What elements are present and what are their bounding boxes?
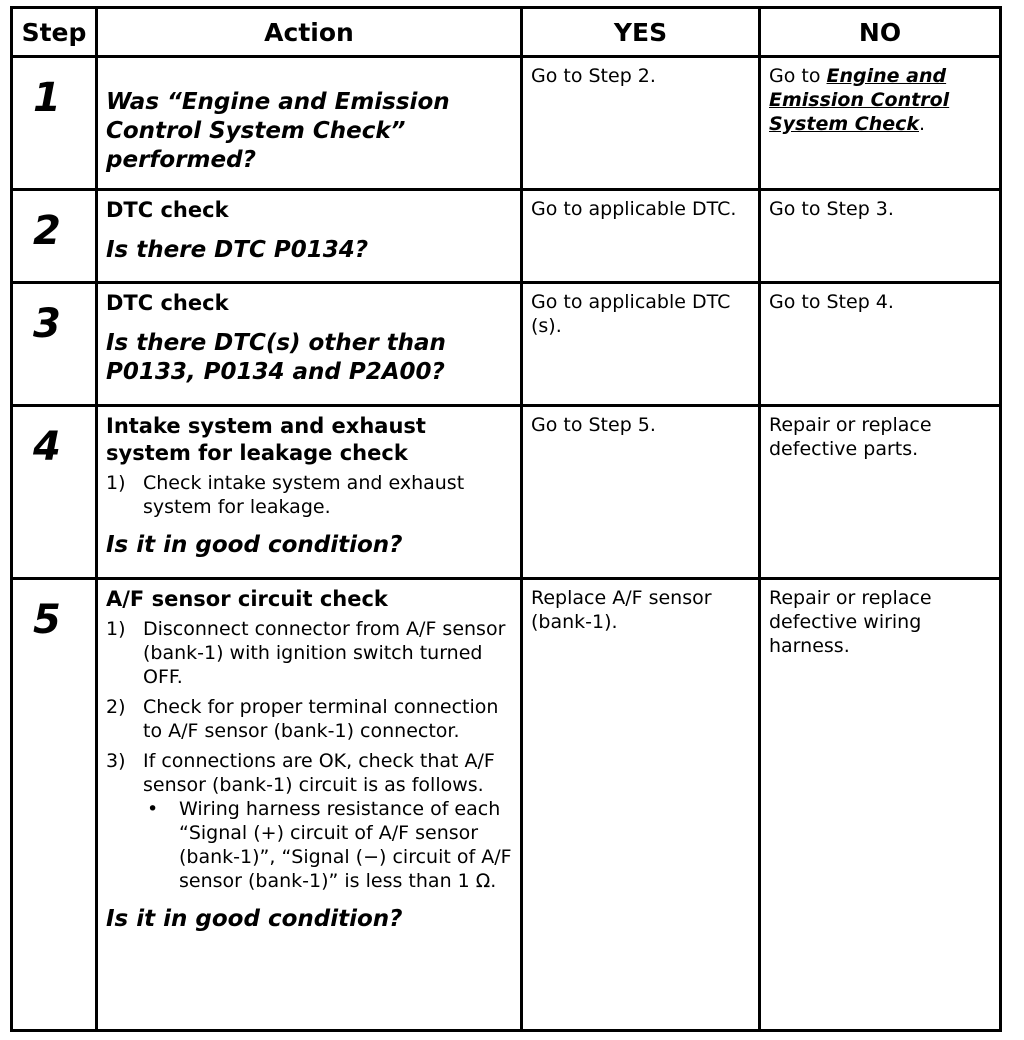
yes-cell: Go to Step 5. [522,406,760,579]
yes-cell: Replace A/F sensor (bank-1). [522,579,760,1031]
step-question: Is it in good condition? [106,906,403,932]
header-yes: YES [522,8,760,57]
yes-cell: Go to Step 2. [522,57,760,190]
no-cell: Go to Step 3. [760,190,1001,283]
substep-item [106,617,512,689]
step-title: Intake system and exhaust system for leakage check [106,414,426,465]
substep-number: 1) [106,472,126,494]
substep-text: Disconnect connector from A/F sensor (bank-1) with ignition switch turned OFF. [143,618,506,688]
no-prefix: Go to [769,65,827,87]
no-cell: Go to Step 4. [760,283,1001,406]
step-number: 5 [12,579,97,1031]
header-step: Step [12,8,97,57]
no-cell [760,57,1001,190]
substep-number: 1) [106,618,126,640]
table-row [12,406,1001,579]
substep-list [106,471,512,519]
step-title: DTC check [106,291,229,315]
header-row [12,8,1001,57]
action-cell [97,406,522,579]
step-question: Is there DTC(s) other than P0133, P0134 and P2A00? [106,330,446,385]
substep-item [106,695,512,743]
step-question: Was “Engine and Emission Control System Check” performed? [106,89,450,173]
no-cell: Repair or replace defective wiring harness. [760,579,1001,1031]
step-number: 4 [12,406,97,579]
table-row [12,283,1001,406]
bullet-list [143,797,512,893]
table-row [12,579,1001,1031]
step-question: Is it in good condition? [106,532,403,558]
yes-cell: Go to applicable DTC. [522,190,760,283]
substep-list [106,617,512,893]
substep-number: 3) [106,750,126,772]
step-title: A/F sensor circuit check [106,587,388,611]
action-cell [97,579,522,1031]
header-no: NO [760,8,1001,57]
substep-number: 2) [106,696,126,718]
substep-item [106,471,512,519]
action-cell [97,190,522,283]
header-action: Action [97,8,522,57]
bullet-text: Wiring harness resistance of each “Signal (+) circuit of A/F sensor (bank-1)”, “Signal (−) circuit of A/F sensor (bank-1)” is less than 1 Ω. [179,798,512,892]
step-number: 2 [12,190,97,283]
table-row [12,57,1001,190]
engine-emission-check-link[interactable]: Engine and Emission Control System Check [769,65,950,135]
yes-cell: Go to applicable DTC (s). [522,283,760,406]
table-row [12,190,1001,283]
step-question: Is there DTC P0134? [106,237,369,263]
substep-item [106,749,512,893]
substep-text: Check for proper terminal connection to A/F sensor (bank-1) connector. [143,696,499,742]
troubleshooting-page [10,6,1002,1032]
no-cell: Repair or replace defective parts. [760,406,1001,579]
action-cell [97,283,522,406]
substep-text: If connections are OK, check that A/F sensor (bank-1) circuit is as follows. [143,750,495,796]
bullet-item [143,797,512,893]
no-suffix: . [919,113,926,135]
step-number: 1 [12,57,97,190]
step-title: DTC check [106,198,229,222]
bullet-mark: • [147,798,159,820]
action-cell [97,57,522,190]
step-number: 3 [12,283,97,406]
substep-text: Check intake system and exhaust system for leakage. [143,472,465,518]
diagnostic-table [10,6,1002,1032]
